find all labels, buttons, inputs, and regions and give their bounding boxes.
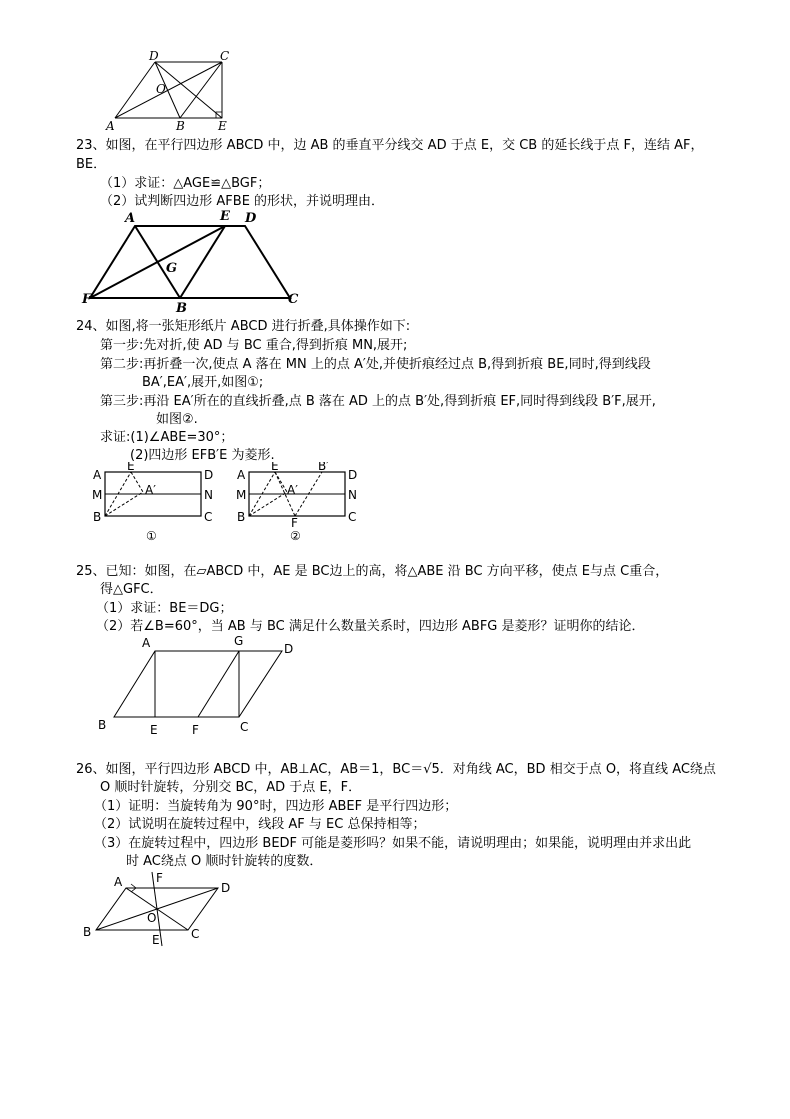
fig24b-caption: ②: [290, 529, 301, 542]
fig26-label-d: D: [221, 881, 231, 895]
q25-line2: 得△GFC．: [100, 582, 163, 597]
fig24a-label-e: E: [127, 462, 135, 473]
fig23-label-b: B: [176, 301, 187, 313]
fig22-label-e: E: [218, 119, 227, 133]
fig24a-label-b: B: [93, 510, 102, 524]
q26-sub2: （2）试说明在旋转过程中，线段 AF 与 EC 总保持相等；: [94, 817, 426, 832]
q25-sub1: （1）求证：BE＝DG；: [96, 601, 233, 616]
q24-step3b: 如图②.: [156, 412, 198, 427]
fig25-label-b: B: [98, 718, 107, 732]
fig24a-label-n: N: [204, 488, 213, 502]
fig25-label-e: E: [150, 723, 158, 737]
q26-sub3a: （3）在旋转过程中，四边形 BEDF 可能是菱形吗？如果不能，请说明理由；如果能，说明理由并求出此: [94, 836, 692, 851]
q24-step2b: BA′,EA′,展开,如图①;: [142, 375, 264, 390]
fig24b-label-a: A: [237, 468, 246, 482]
q23-line2: BE．: [76, 157, 107, 172]
figure-22: [100, 50, 240, 135]
fig23-label-e: E: [220, 209, 230, 224]
fig24a-label-m: M: [92, 488, 103, 502]
fig24a-label-a: A: [93, 468, 102, 482]
fig25-label-c: C: [240, 720, 249, 734]
fig25-label-g: G: [234, 634, 244, 648]
fig26-label-e: E: [152, 933, 160, 947]
figure-24-2: [232, 462, 362, 542]
fig24b-label-e: E: [271, 462, 279, 473]
fig24a-caption: ①: [146, 529, 157, 542]
q24-step2a: 第二步:再折叠一次,使点 A 落在 MN 上的点 A′处,并使折痕经过点 B,得到折痕 BE,同时,得到线段: [100, 357, 651, 372]
fig23-label-g: G: [166, 261, 178, 276]
fig24b-label-f: F: [291, 516, 298, 530]
fig26-label-a: A: [114, 875, 123, 889]
q23-line1: 23、如图，在平行四边形 ABCD 中，边 AB 的垂直平分线交 AD 于点 E，交 CB 的延长线于点 F，连结 AF，: [76, 138, 704, 153]
fig24b-label-a-prime: A′: [287, 483, 298, 497]
fig24b-label-n: N: [348, 488, 357, 502]
fig25-label-a: A: [142, 636, 151, 650]
fig23-label-d: D: [245, 211, 257, 226]
fig24b-label-d: D: [348, 468, 358, 482]
q24-step1: 第一步:先对折,使 AD 与 BC 重合,得到折痕 MN,展开;: [100, 338, 408, 353]
fig23-label-a: A: [125, 211, 136, 226]
fig24b-label-b-prime: B′: [318, 462, 329, 473]
fig26-label-b: B: [83, 925, 92, 939]
fig25-label-f: F: [192, 723, 199, 737]
figure-25: [92, 633, 307, 741]
q24-proof1: 求证:(1)∠ABE=30°；: [100, 430, 234, 445]
fig24b-label-m: M: [236, 488, 247, 502]
fig22-label-a: A: [106, 119, 115, 133]
q24-line1: 24、如图,将一张矩形纸片 ABCD 进行折叠,具体操作如下:: [76, 319, 411, 334]
q24-step3a: 第三步:再沿 EA′所在的直线折叠,点 B 落在 AD 上的点 B′处,得到折痕 EF,同时得到线段 B′F,展开,: [100, 394, 656, 409]
q23-sub1: （1）求证：△AGE≌△BGF；: [100, 176, 271, 191]
q25-sub2: （2）若∠B=60°，当 AB 与 BC 满足什么数量关系时，四边形 ABFG 是菱形？证明你的结论．: [96, 619, 645, 634]
q26-line1: 26、如图，平行四边形 ABCD 中，AB⊥AC，AB＝1，BC＝√5．对角线 AC，BD 相交于点 O，将直线 AC绕点: [76, 762, 716, 777]
q23-sub2: （2）试判断四边形 AFBE 的形状，并说明理由．: [100, 194, 385, 209]
fig22-label-c: C: [220, 50, 230, 63]
fig26-label-f: F: [156, 871, 163, 885]
q25-line1: 25、已知：如图，在▱ABCD 中，AE 是 BC边上的高，将△ABE 沿 BC 方向平移，使点 E与点 C重合，: [76, 564, 669, 579]
fig26-label-c: C: [191, 927, 200, 941]
fig22-label-o: O: [156, 82, 166, 96]
fig24b-label-c: C: [348, 510, 357, 524]
figure-24-1: [88, 462, 218, 542]
figure-26: [78, 866, 238, 950]
fig23-label-f: F: [82, 292, 92, 307]
fig26-label-o: O: [147, 911, 157, 925]
fig24a-label-a-prime: A′: [145, 483, 156, 497]
fig23-label-c: C: [288, 292, 299, 307]
fig22-label-b: B: [176, 119, 185, 133]
q26-line2: O 顺时针旋转，分别交 BC，AD 于点 E，F．: [100, 780, 362, 795]
q26-sub1: （1）证明：当旋转角为 90°时，四边形 ABEF 是平行四边形；: [94, 799, 458, 814]
fig24b-label-b: B: [237, 510, 246, 524]
fig22-label-d: D: [149, 50, 159, 63]
fig24a-label-c: C: [204, 510, 213, 524]
q26-sub3b: 时 AC绕点 O 顺时针旋转的度数．: [126, 854, 323, 869]
fig24a-label-d: D: [204, 468, 214, 482]
fig25-label-d: D: [284, 642, 294, 656]
figure-23: [80, 208, 310, 313]
q24-proof2: (2)四边形 EFB′E 为菱形.: [130, 448, 275, 463]
